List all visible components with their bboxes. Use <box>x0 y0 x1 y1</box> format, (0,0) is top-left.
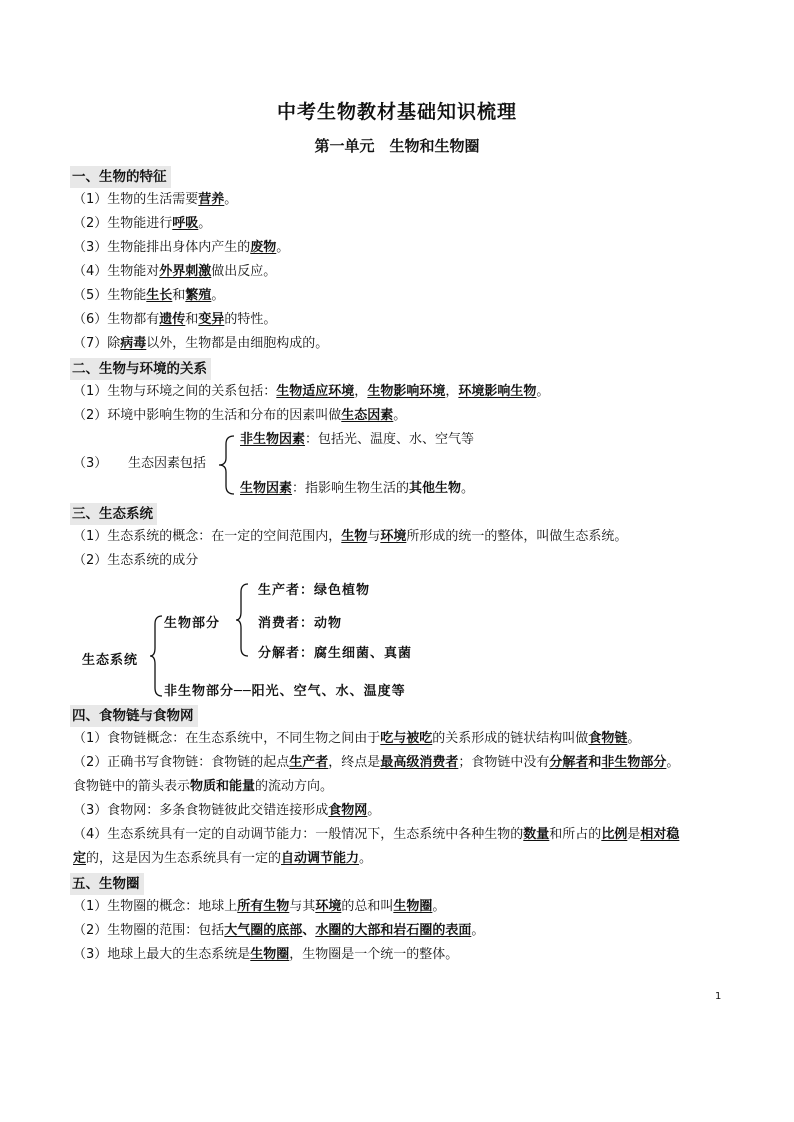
page-number: 1 <box>715 991 722 1002</box>
text-line: （1）生物圈的概念：地球上所有生物与其环境的总和叫生物圈。 <box>73 899 446 914</box>
brace-icon <box>234 582 250 658</box>
diagram-abiotic-part: 非生物部分──阳光、空气、水、温度等 <box>164 684 406 699</box>
text-line: （4）生物能对外界刺激做出反应。 <box>73 264 277 279</box>
text-line: 食物链中的箭头表示物质和能量的流动方向。 <box>73 779 334 794</box>
text-line: （3） <box>73 456 108 471</box>
text-line: （1）生物的生活需要营养。 <box>73 192 238 207</box>
diagram-decomposer: 分解者：腐生细菌、真菌 <box>258 646 413 661</box>
text-line: （2）正确书写食物链：食物链的起点生产者，终点是最高级消费者；食物链中没有分解者和非生物部分。 <box>73 755 680 770</box>
text-line: （6）生物都有遗传和变异的特性。 <box>73 312 277 327</box>
text-line: 定的，这是因为生态系统具有一定的自动调节能力。 <box>73 851 373 866</box>
text-line: （3）生物能排出身体内产生的废物。 <box>73 240 290 255</box>
brace-icon <box>214 434 240 496</box>
section-heading-4: 四、食物链与食物网 <box>70 705 198 727</box>
text-line: （4）生态系统具有一定的自动调节能力：一般情况下，生态系统中各种生物的数量和所占的比例是相对稳 <box>73 827 680 842</box>
text-line: （1）生物与环境之间的关系包括：生物适应环境，生物影响环境，环境影响生物。 <box>73 384 550 399</box>
text-line: （3）食物网：多条食物链彼此交错连接形成食物网。 <box>73 803 381 818</box>
section-heading-3: 三、生态系统 <box>70 503 157 525</box>
text-line: （3）地球上最大的生态系统是生物圈，生物圈是一个统一的整体。 <box>73 947 459 962</box>
text-line: （1）食物链概念：在生态系统中，不同生物之间由于吃与被吃的关系形成的链状结构叫做食物链。 <box>73 731 641 746</box>
diagram-producer: 生产者：绿色植物 <box>258 583 371 598</box>
text-line: （2）环境中影响生物的生活和分布的因素叫做生态因素。 <box>73 408 407 423</box>
brace-icon <box>148 614 164 698</box>
diagram-bio-part: 生物部分 <box>164 616 221 631</box>
text-line: 非生物因素：包括光、温度、水、空气等 <box>240 432 475 447</box>
text-line: （1）生态系统的概念：在一定的空间范围内，生物与环境所形成的统一的整体，叫做生态系统。 <box>73 529 628 544</box>
text-line: （2）生物能进行呼吸。 <box>73 216 212 231</box>
text-line: （5）生物能生长和繁殖。 <box>73 288 225 303</box>
unit-title: 第一单元 生物和生物圈 <box>314 137 480 155</box>
text-line: （2）生物圈的范围：包括大气圈的底部、水圈的大部和岩石圈的表面。 <box>73 923 485 938</box>
diagram-root: 生态系统 <box>82 653 139 668</box>
section-heading-2: 二、生物与环境的关系 <box>70 358 211 380</box>
text-line: （7）除病毒以外，生物都是由细胞构成的。 <box>73 336 329 351</box>
section-heading-1: 一、生物的特征 <box>70 166 171 188</box>
text-line: 生态因素包括 <box>128 456 207 471</box>
text-line: 生物因素：指影响生物生活的其他生物。 <box>240 481 475 496</box>
document-title: 中考生物教材基础知识梳理 <box>276 101 517 123</box>
section-heading-5: 五、生物圈 <box>70 873 144 895</box>
text-line: （2）生态系统的成分 <box>73 553 199 568</box>
diagram-consumer: 消费者：动物 <box>258 616 343 631</box>
